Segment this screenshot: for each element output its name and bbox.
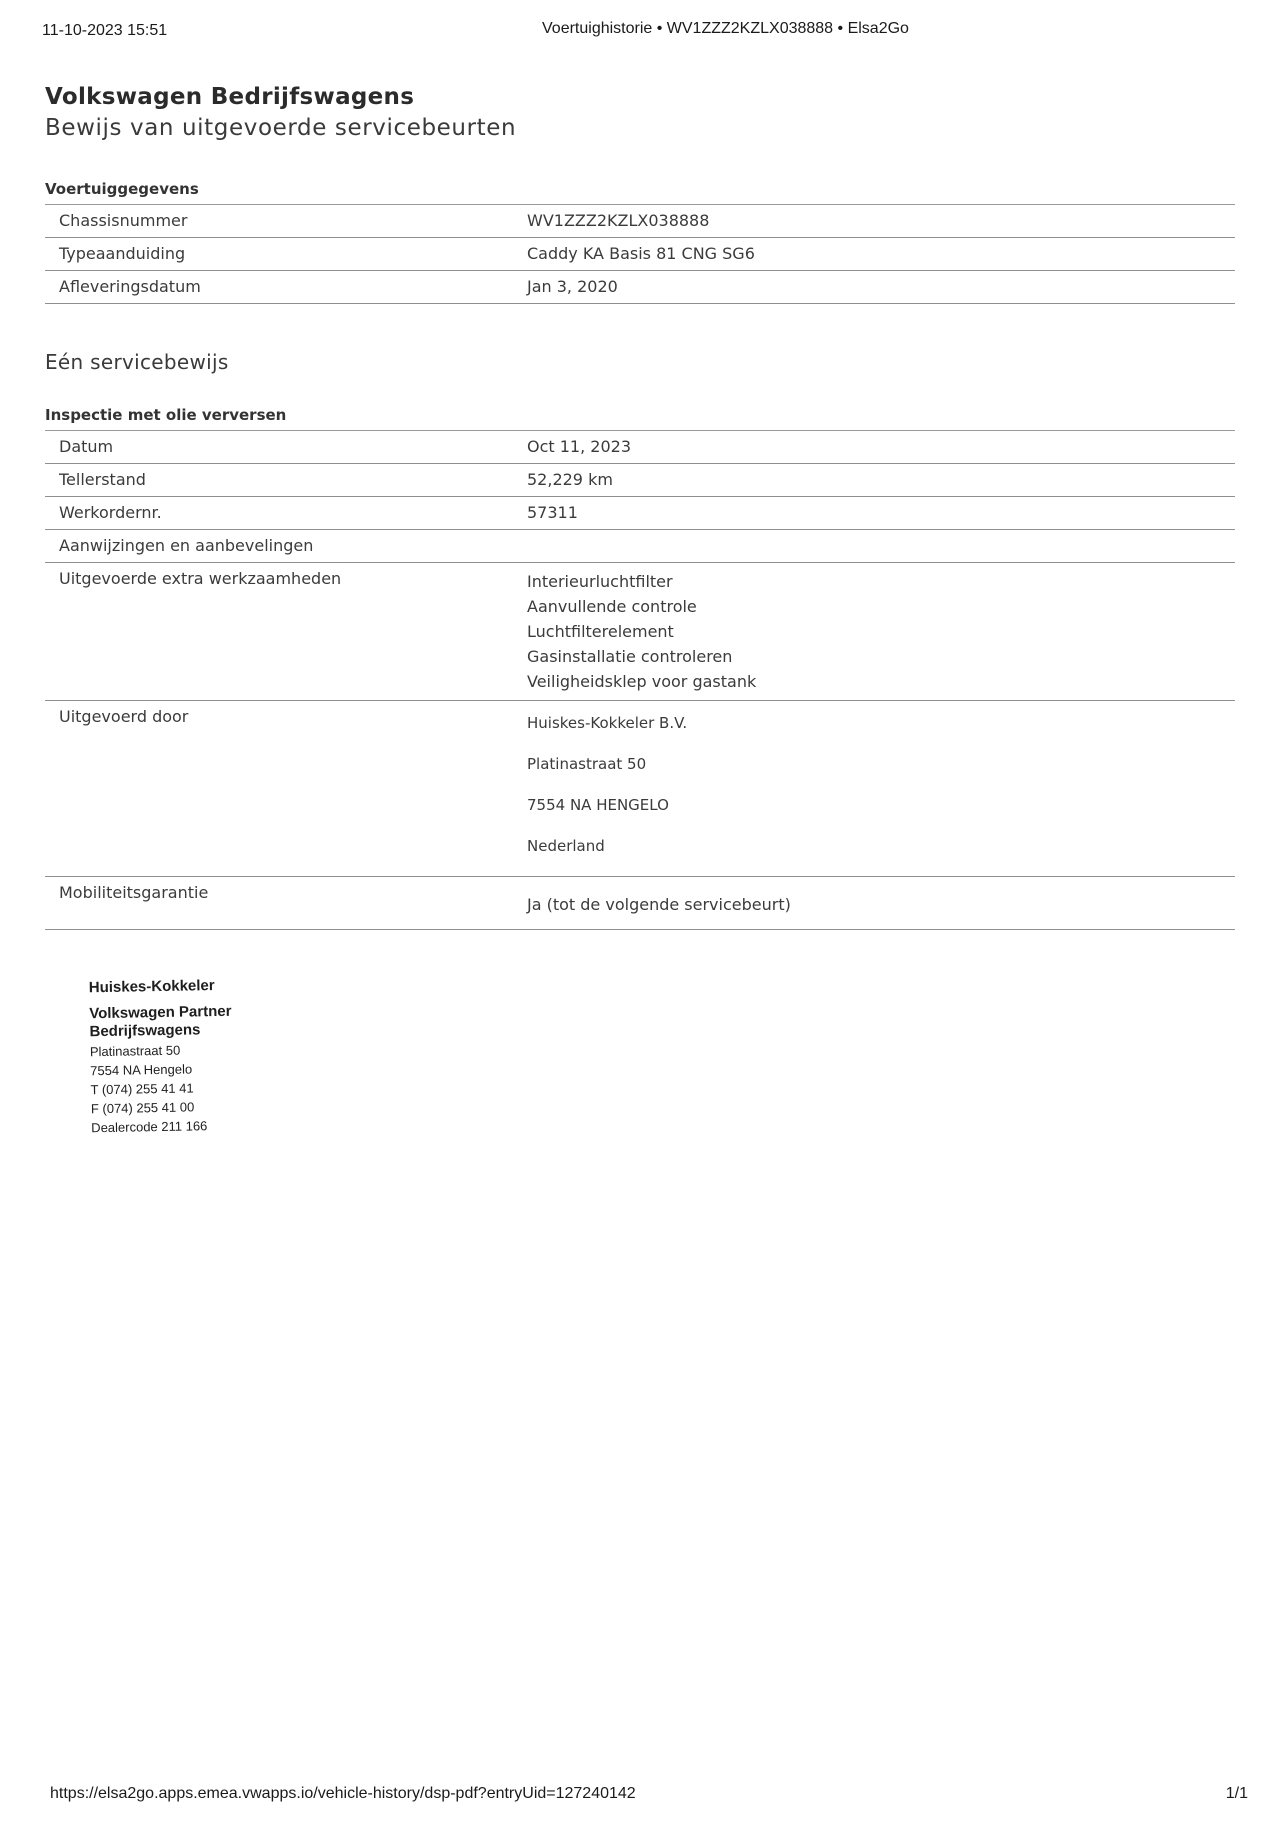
stamp-dealer-name: Huiskes-Kokkeler [88, 977, 215, 997]
table-row [45, 701, 1235, 877]
mobility-value: Ja (tot de volgende servicebeurt) [527, 877, 1235, 930]
list-item: Aanvullende controle [527, 597, 697, 616]
list-item: Veiligheidsklep voor gastank [527, 672, 757, 691]
stamp-address: Platinastraat 50 [89, 1042, 181, 1060]
brand-title: Volkswagen Bedrijfswagens [45, 84, 415, 110]
row-label: Werkordernr. [45, 497, 527, 530]
extra-work-label: Uitgevoerde extra werkzaamheden [45, 563, 527, 701]
list-item: Gasinstallatie controleren [527, 647, 733, 666]
table-row [45, 205, 1235, 238]
row-value: Jan 3, 2020 [527, 271, 1235, 304]
table-row [45, 530, 1235, 563]
table-row [45, 563, 1235, 701]
print-title: Voertuighistorie • WV1ZZZ2KZLX038888 • Elsa2Go [542, 20, 909, 37]
list-item: Interieurluchtfilter [527, 572, 673, 591]
row-value: WV1ZZZ2KZLX038888 [527, 205, 1235, 238]
row-label: Aanwijzingen en aanbevelingen [45, 530, 527, 563]
print-url: https://elsa2go.apps.emea.vwapps.io/vehicle-history/dsp-pdf?entryUid=127240142 [50, 1785, 636, 1802]
table-row [45, 464, 1235, 497]
document-subtitle: Bewijs van uitgevoerde servicebeurten [45, 115, 517, 141]
stamp-fax: F (074) 255 41 00 [90, 1099, 195, 1117]
row-value: 57311 [527, 497, 1235, 530]
row-value: 52,229 km [527, 464, 1235, 497]
dealer-stamp [89, 977, 234, 1137]
address-line: Huiskes-Kokkeler B.V. [527, 714, 688, 732]
row-label: Tellerstand [45, 464, 527, 497]
performed-by-label: Uitgevoerd door [45, 701, 527, 877]
row-label: Datum [45, 431, 527, 464]
performed-by-address [527, 701, 1235, 877]
service-document [45, 82, 1240, 930]
row-label: Typeaanduiding [45, 238, 527, 271]
print-date: 11-10-2023 15:51 [42, 22, 168, 39]
row-value [527, 530, 1235, 563]
stamp-partner-line: Bedrijfswagens [89, 1021, 201, 1041]
row-label: Chassisnummer [45, 205, 527, 238]
vehicle-table [45, 205, 1235, 304]
stamp-city: 7554 NA Hengelo [90, 1061, 193, 1079]
service-section-label: Inspectie met olie verversen [45, 406, 1235, 431]
row-value: Caddy KA Basis 81 CNG SG6 [527, 238, 1235, 271]
table-row [45, 431, 1235, 464]
row-label: Afleveringsdatum [45, 271, 527, 304]
row-value: Oct 11, 2023 [527, 431, 1235, 464]
extra-work-list [527, 563, 1235, 701]
address-line: Platinastraat 50 [527, 755, 647, 773]
list-item: Luchtfilterelement [527, 622, 674, 641]
service-table [45, 431, 1235, 930]
address-line: Nederland [527, 837, 605, 855]
stamp-dealercode: Dealercode 211 166 [91, 1118, 208, 1136]
table-row [45, 877, 1235, 930]
print-footer [50, 1785, 1248, 1807]
page-number: 1/1 [1225, 1785, 1248, 1802]
vehicle-section-label: Voertuiggegevens [45, 180, 1235, 205]
stamp-partner-line: Volkswagen Partner [89, 1002, 232, 1023]
table-row [45, 497, 1235, 530]
service-heading: Eén servicebewijs [45, 350, 229, 374]
address-line: 7554 NA HENGELO [527, 796, 669, 814]
mobility-label: Mobiliteitsgarantie [45, 877, 527, 930]
stamp-phone: T (074) 255 41 41 [90, 1080, 194, 1098]
table-row [45, 271, 1235, 304]
print-header [42, 22, 1238, 44]
table-row [45, 238, 1235, 271]
